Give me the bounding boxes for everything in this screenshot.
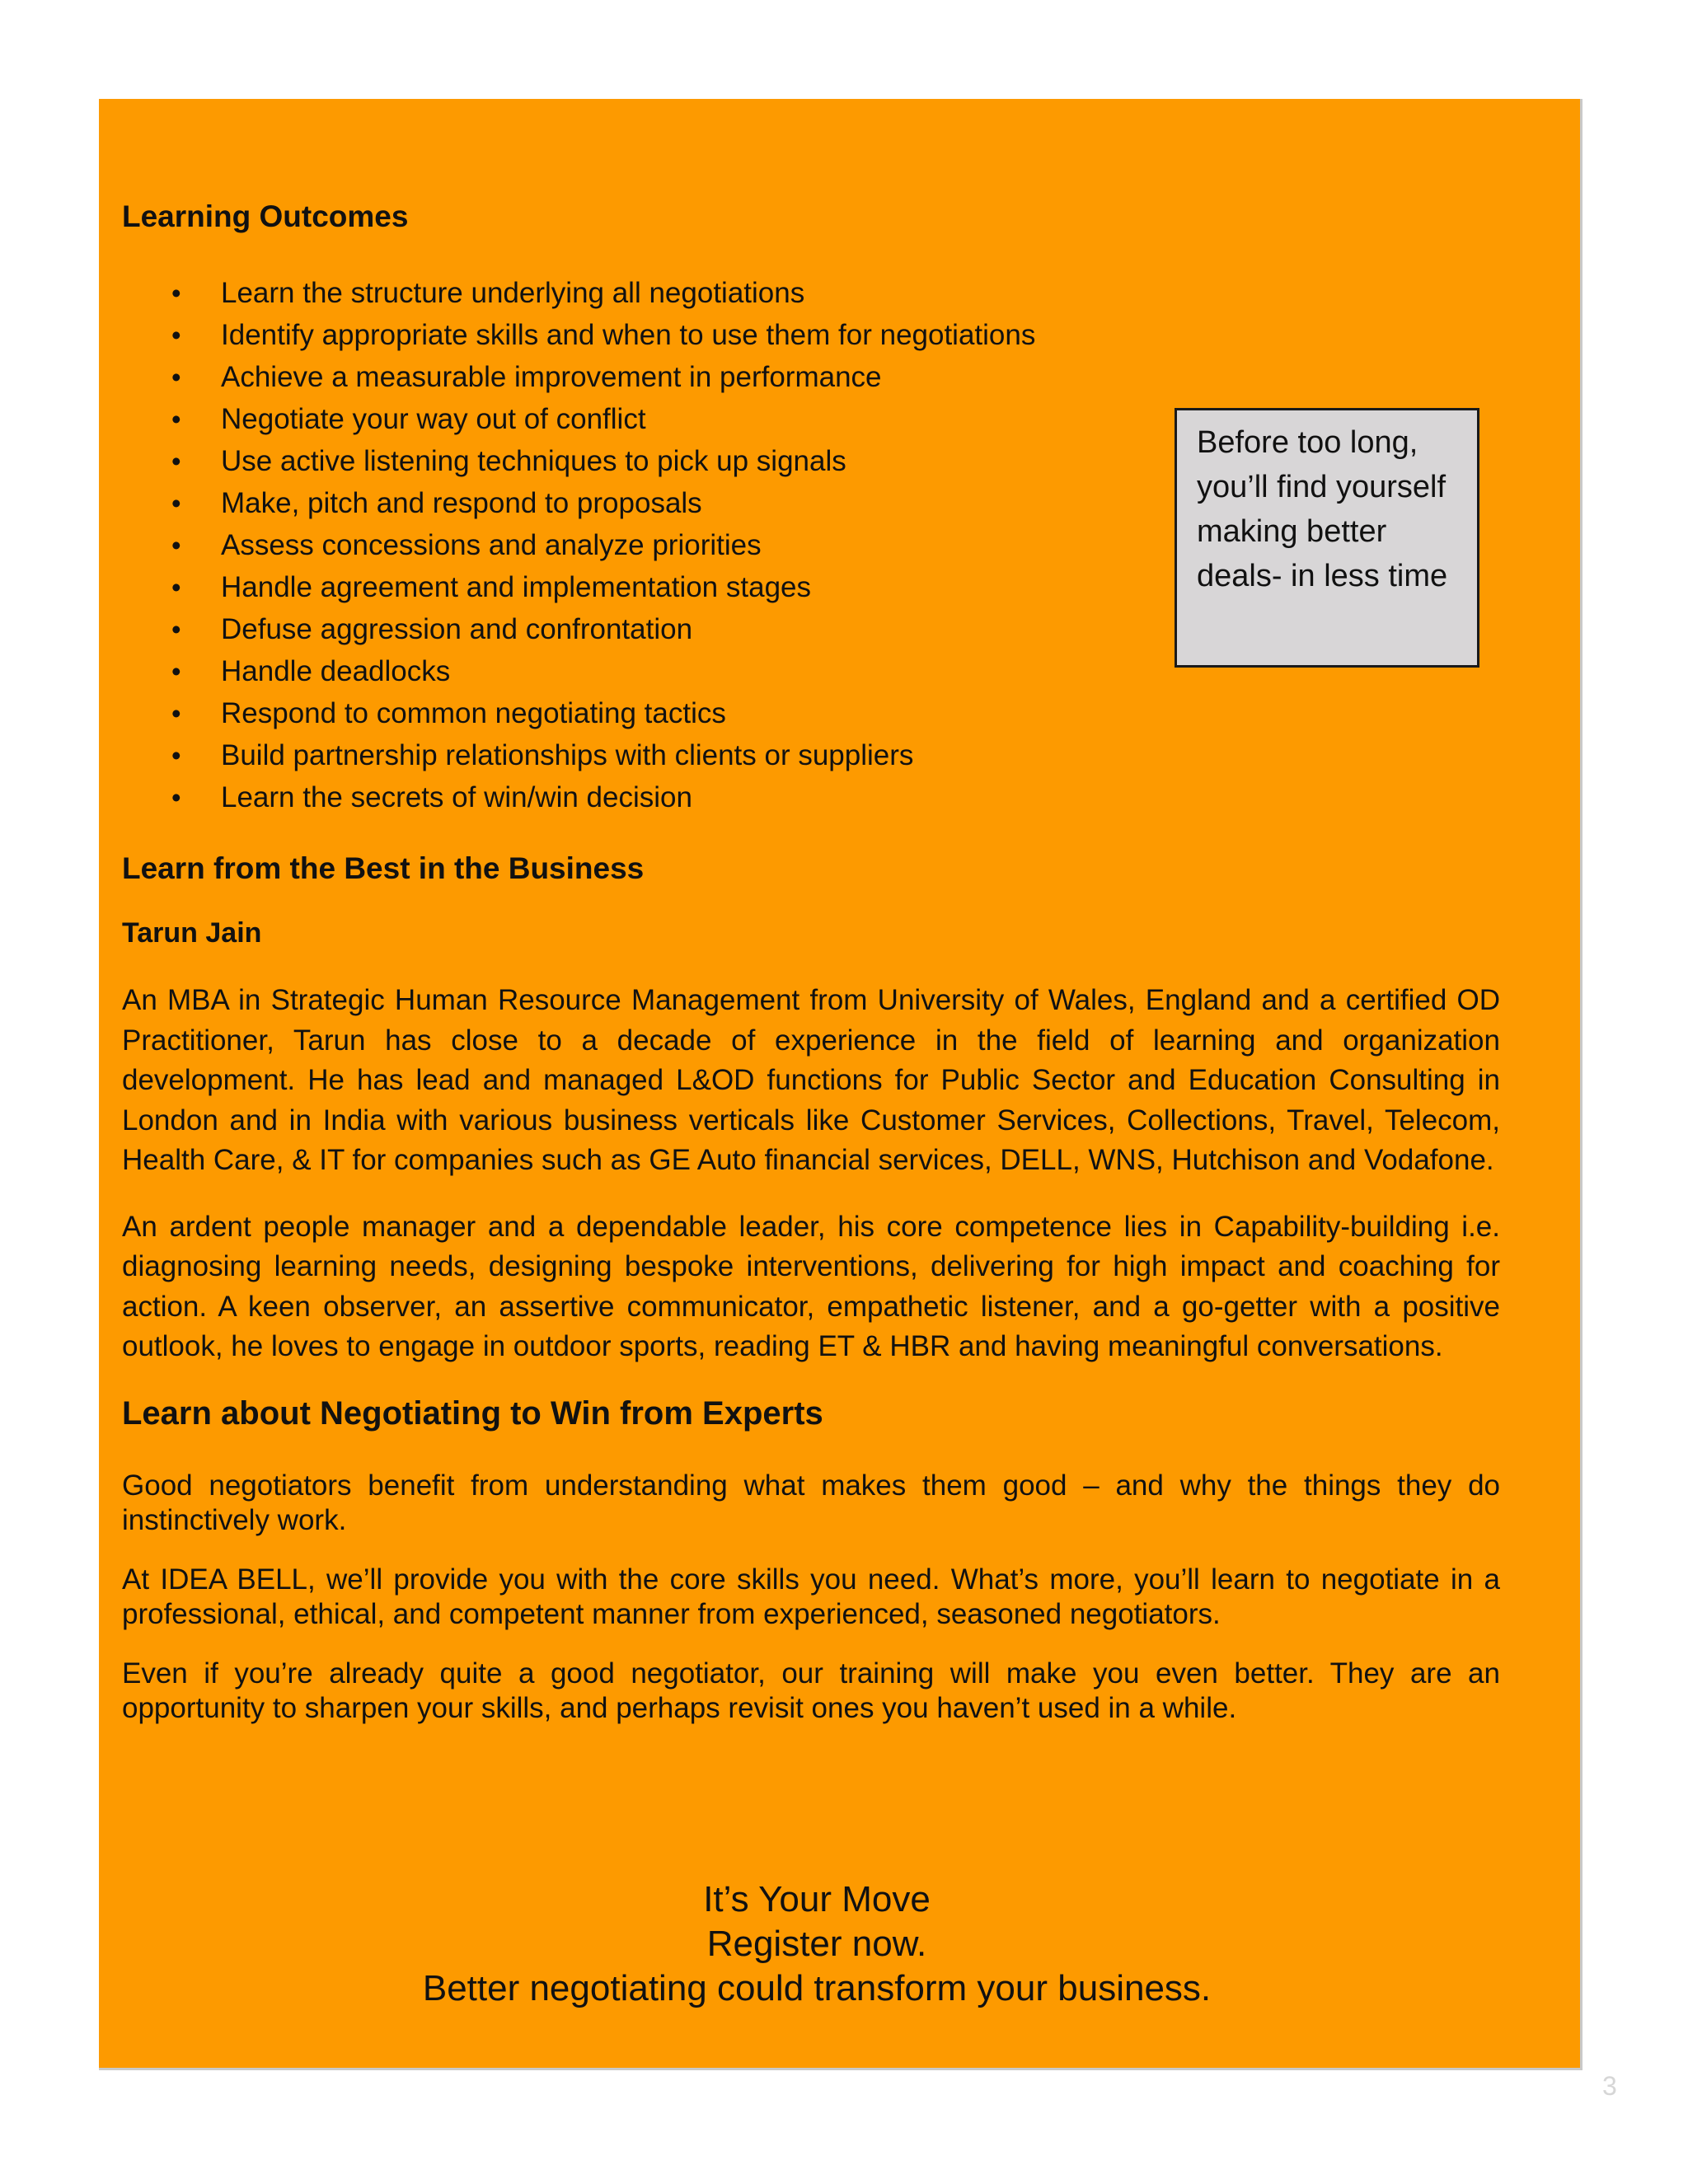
cta-line-2: Register now.	[706, 1924, 927, 1964]
trainer-bio-paragraph-2: An ardent people manager and a dependable leader, his core competence lies in Capability-building i.e. diagnosing learning needs, designing bespoke interventions, delivering for high impact and coaching for action. A keen observer, an assertive communicator, empathetic listener, and a go-getter with a positive outlook, he loves to engage in outdoor sports, reading ET & HBR and having meaningful conversations.	[122, 1210, 1500, 1362]
learning-outcomes-heading: Learning Outcomes	[122, 199, 409, 233]
list-item: • Handle deadlocks	[122, 650, 1500, 692]
list-item: • Assess concessions and analyze priorities	[122, 524, 1500, 566]
best-in-business-heading: Learn from the Best in the Business	[122, 851, 645, 885]
page-number: 3	[1602, 2071, 1617, 2101]
list-item: • Make, pitch and respond to proposals	[122, 482, 1500, 524]
trainer-name: Tarun Jain	[122, 917, 262, 949]
callout-box: Before too long, you’ll find yourself making better deals- in less time	[1175, 408, 1479, 668]
trainer-bio-paragraph-1: An MBA in Strategic Human Resource Management from University of Wales, England and a certified OD Practitioner, Tarun has close to a decade of experience in the field of learning and organization development. He has lead and managed L&OD functions for Public Sector and Education Consulting in London and in India with various business verticals like Customer Services, Collections, Travel, Telecom, Health Care, & IT for companies such as GE Auto financial services, DELL, WNS, Hutchison and Vodafone.	[122, 984, 1500, 1176]
list-item: • Respond to common negotiating tactics	[122, 692, 1500, 734]
list-item: • Build partnership relationships with clients or suppliers	[122, 734, 1500, 776]
orange-content-panel	[99, 99, 1582, 2070]
list-item: • Identify appropriate skills and when to use them for negotiations	[122, 314, 1500, 356]
list-item: • Defuse aggression and confrontation	[122, 608, 1500, 650]
list-item: • Learn the structure underlying all negotiations	[122, 272, 1500, 314]
experts-paragraph-3: Even if you’re already quite a good negotiator, our training will make you even better. They are an opportunity to sharpen your skills, and perhaps revisit ones you haven’t used in a while.	[122, 1657, 1500, 1724]
call-to-action	[99, 1877, 1535, 2011]
cta-line-1: It’s Your Move	[703, 1879, 931, 1919]
list-item: • Negotiate your way out of conflict	[122, 398, 1500, 440]
experts-paragraph-2: At IDEA BELL, we’ll provide you with the core skills you need. What’s more, you’ll learn to negotiate in a professional, ethical, and competent manner from experienced, seasoned negotiators.	[122, 1563, 1500, 1630]
list-item: • Learn the secrets of win/win decision	[122, 776, 1500, 818]
list-item: • Achieve a measurable improvement in performance	[122, 356, 1500, 398]
list-item: • Use active listening techniques to pick up signals	[122, 440, 1500, 482]
experts-paragraph-1: Good negotiators benefit from understanding what makes them good – and why the things they do instinctively work.	[122, 1469, 1500, 1536]
list-item: • Handle agreement and implementation stages	[122, 566, 1500, 608]
experts-heading: Learn about Negotiating to Win from Experts	[122, 1394, 823, 1432]
cta-line-3: Better negotiating could transform your business.	[422, 1968, 1212, 2008]
